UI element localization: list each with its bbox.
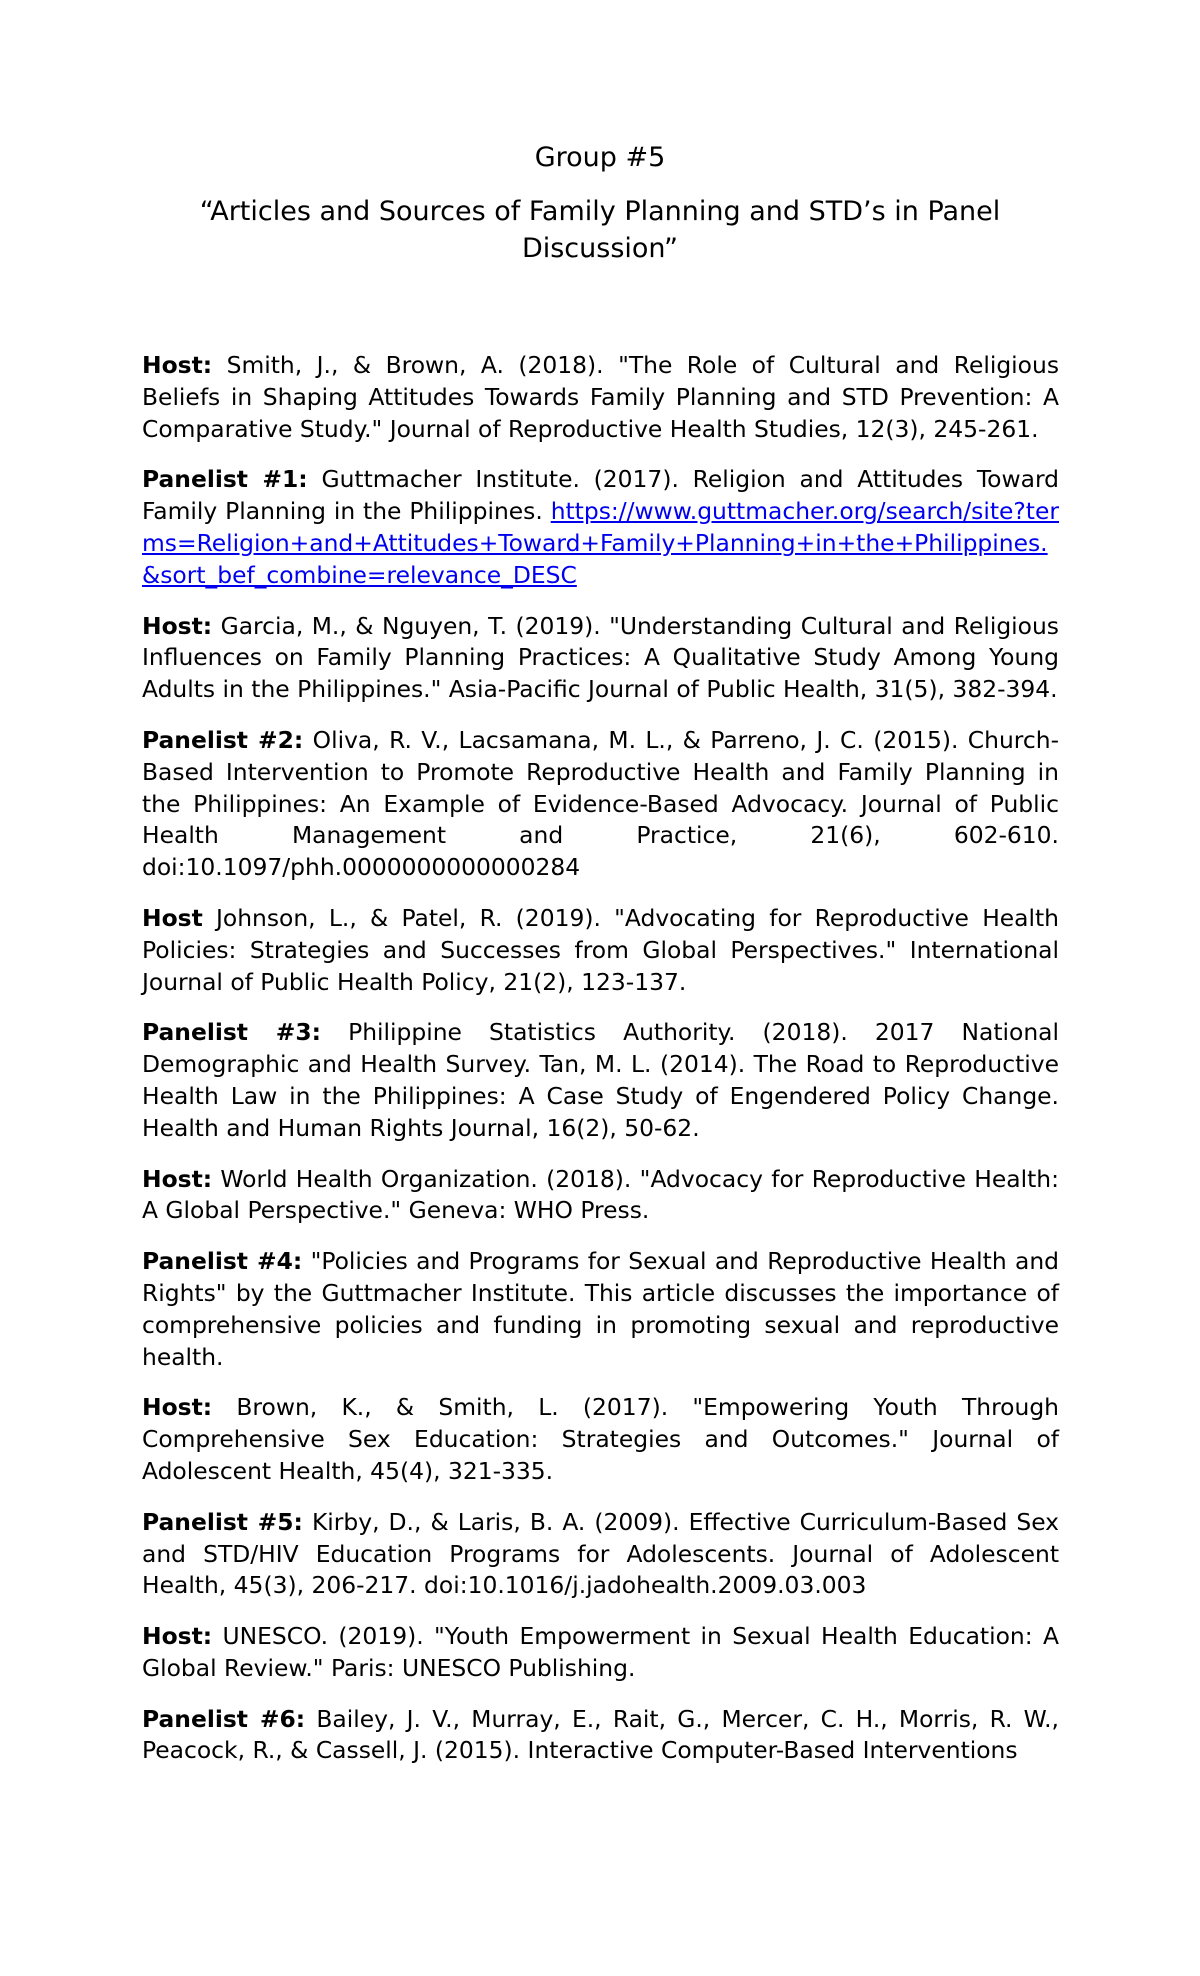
entry-citation: Guttmacher Institute. (2017). Religion and Attitudes Toward Family Planning in the Philippines. [142,465,1060,526]
reference-entry [142,1621,1059,1685]
reference-entry [142,725,1059,884]
reference-entry [142,1507,1059,1602]
reference-entry [142,1164,1059,1228]
entry-citation: Garcia, M., & Nguyen, T. (2019). "Understanding Cultural and Religious Influences on Family Planning Practices: A Qualitative Study Among Young Adults in the Philippines." Asia-Pacific Journal of Public Health, 31(5), 382-394. [142,611,1059,704]
entry-role: Panelist #1: [142,465,308,494]
reference-entry [142,1392,1059,1487]
entry-role: Host: [142,1393,213,1422]
guttmacher-link[interactable]: https://www.guttmacher.org/search/site?terms=Religion+and+Attitudes+Toward+Family+Planning+in+the+Philippines.&sort_bef_combine=relevance_DESC [142,497,1059,589]
reference-entry [142,611,1059,706]
entry-citation: "Policies and Programs for Sexual and Reproductive Health and Rights" by the Guttmacher Institute. This article discusses the importance of comprehensive policies and funding in promoting sexual and reproductive health. [142,1247,1060,1371]
entry-role: Panelist #5: [142,1507,303,1536]
entry-role: Panelist #3: [142,1018,321,1047]
entry-citation: Oliva, R. V., Lacsamana, M. L., & Parreno, J. C. (2015). Church-Based Intervention to Promote Reproductive Health and Family Planning in the Philippines: An Example of Evidence-Based Advocacy. Journal of Public Health Management and Practice, 21(6), 602-610. doi:10.1097/phh.0000000000000284 [142,725,1060,882]
entry-role: Host [142,903,203,932]
entry-citation: Brown, K., & Smith, L. (2017). "Empowering Youth Through Comprehensive Sex Education: Strategies and Outcomes." Journal of Adolescent Health, 45(4), 321-335. [142,1393,1059,1485]
entry-role: Host: [142,1164,213,1193]
entry-citation: Bailey, J. V., Murray, E., Rait, G., Mercer, C. H., Morris, R. W., Peacock, R., & Cassell, J. (2015). Interactive Computer-Based Interventions [142,1704,1059,1765]
entry-citation: Philippine Statistics Authority. (2018). 2017 National Demographic and Health Survey. Tan, M. L. (2014). The Road to Reproductive Health Law in the Philippines: A Case Study of Engendered Policy Change. Health and Human Rights Journal, 16(2), 50-62. [142,1018,1059,1142]
reference-entry [142,464,1059,591]
entry-role: Panelist #6: [142,1704,306,1733]
reference-entry [142,1246,1059,1373]
reference-list [142,350,1059,1786]
entry-citation: Kirby, D., & Laris, B. A. (2009). Effective Curriculum-Based Sex and STD/HIV Education Programs for Adolescents. Journal of Adolescent Health, 45(3), 206-217. doi:10.1016/j.jadohealth.2009.03.003 [142,1507,1060,1600]
reference-entry [142,1704,1059,1768]
entry-role: Host: [142,611,213,640]
entry-role: Panelist #4: [142,1247,303,1276]
entry-citation: World Health Organization. (2018). "Advocacy for Reproductive Health: A Global Perspective." Geneva: WHO Press. [142,1164,1059,1225]
entry-citation: Johnson, L., & Patel, R. (2019). "Advocating for Reproductive Health Policies: Strategies and Successes from Global Perspectives." International Journal of Public Health Policy, 21(2), 123-137. [142,903,1059,996]
entry-citation: Smith, J., & Brown, A. (2018). "The Role of Cultural and Religious Beliefs in Shaping Attitudes Towards Family Planning and STD Prevention: A Comparative Study." Journal of Reproductive Health Studies, 12(3), 245-261. [142,351,1060,443]
entry-citation: UNESCO. (2019). "Youth Empowerment in Sexual Health Education: A Global Review." Paris: UNESCO Publishing. [142,1622,1060,1682]
entry-role: Host: [142,351,213,379]
reference-entry [142,350,1059,445]
document-title: “Articles and Sources of Family Planning and STD’s in Panel Discussion” [199,196,1001,264]
reference-entry [142,1017,1059,1144]
group-heading: Group #5 [534,142,666,173]
entry-role: Panelist #2: [142,725,304,754]
entry-role: Host: [142,1622,213,1651]
reference-entry [142,903,1059,998]
